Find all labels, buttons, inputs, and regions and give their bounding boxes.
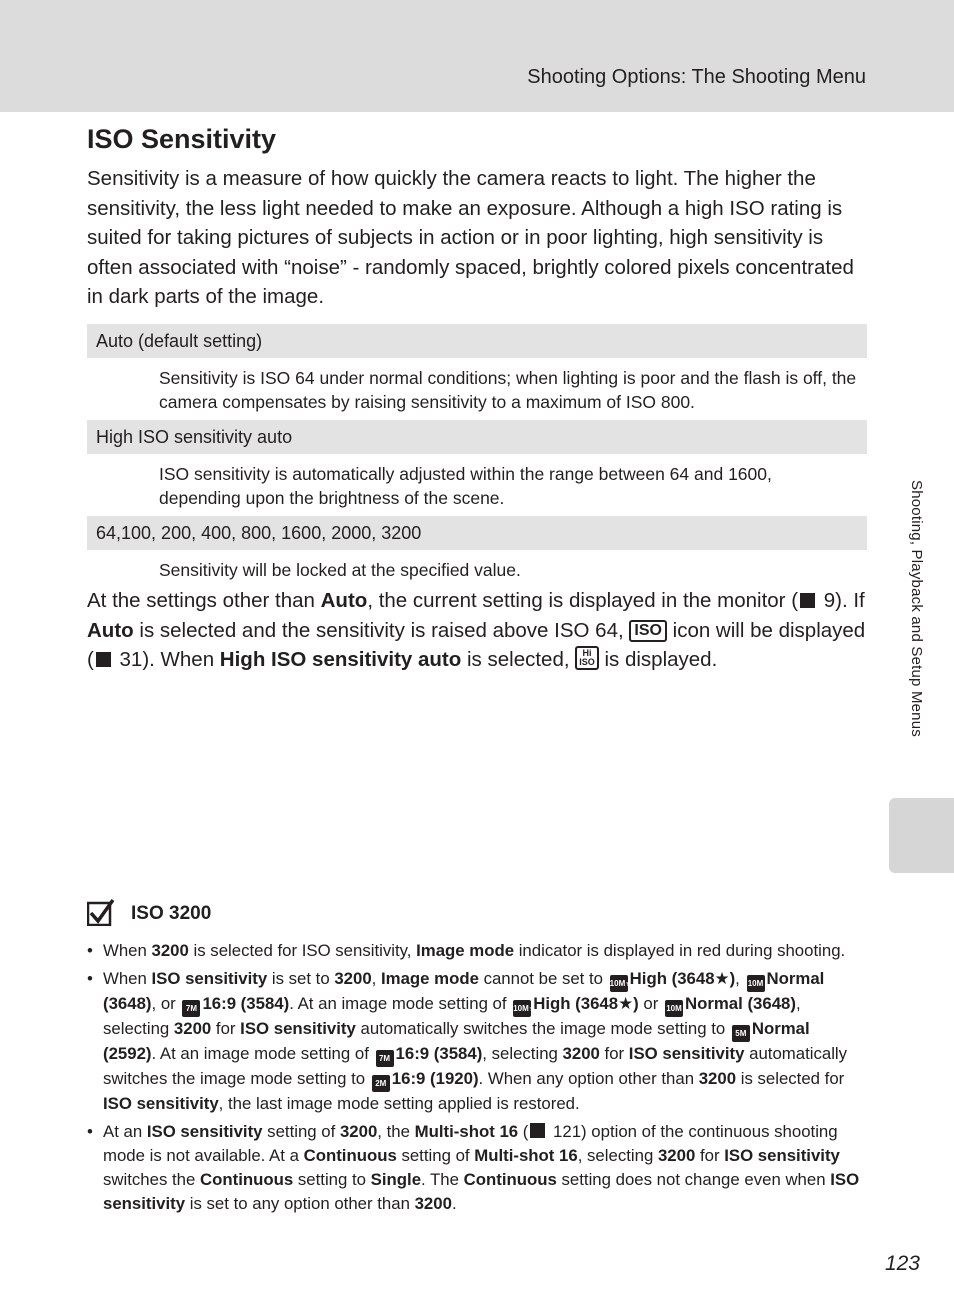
image-mode-wide-icon: 7M bbox=[182, 1000, 200, 1017]
list-item: • When ISO sensitivity is set to 3200, Image mode cannot be set to 10M★High (3648★), 10M Normal (3648), or 7M 16:9 (3584). At an image mode setting of 10M★High (3648★) or 10M Normal (3648), selecting 3200 for ISO sensitivity automatically switches the image mode setting to 5M Normal (2592). At an image mode setting of 7M 16:9 (3584), selecting 3200 for ISO sensitivity automatically switches the image mode setting to 2M 16:9 (1920). When any option other than 3200 is selected for ISO sensitivity, the last image mode setting applied is restored. bbox=[87, 967, 862, 1116]
intro-paragraph: Sensitivity is a measure of how quickly the camera reacts to light. The higher the sensitivity, the less light needed to make an exposure. Although a high ISO rating is suited for taking pictures of subjects in action or in poor lighting, high sensitivity is often associated with “noise” - randomly spaced, brightly colored pixels concentrated in dark parts of the image. bbox=[87, 167, 854, 308]
page-title: ISO Sensitivity bbox=[87, 124, 277, 154]
page-reference-icon bbox=[530, 1123, 545, 1138]
running-header: Shooting Options: The Shooting Menu bbox=[527, 66, 866, 88]
image-mode-wide2-icon: 2M bbox=[372, 1075, 390, 1092]
note-title: ISO 3200 bbox=[131, 903, 212, 924]
setting-desc-fixed-values: Sensitivity will be locked at the specified value. bbox=[159, 560, 521, 580]
header-band bbox=[0, 0, 954, 112]
settings-display-paragraph: At the settings other than Auto, the current setting is displayed in the monitor ( 9). If Auto is selected and the sensitivity is raised above ISO 64, ISO icon will be displayed ( 31). When High ISO sensitivity auto is selected, Hi ISO is displayed. bbox=[87, 589, 866, 671]
page-number: 123 bbox=[884, 1252, 920, 1275]
iso-indicator-icon: ISO bbox=[629, 620, 667, 642]
image-mode-high-icon: 10M★ bbox=[513, 1000, 531, 1017]
page-reference-icon bbox=[800, 593, 815, 608]
setting-desc-high-iso-auto: ISO sensitivity is automatically adjusted within the range between 64 and 1600, depending upon the brightness of the scene. bbox=[159, 464, 772, 508]
settings-table bbox=[87, 324, 867, 588]
checkmark-note-icon bbox=[87, 899, 114, 926]
image-mode-normal-icon: 10M bbox=[747, 975, 765, 992]
image-mode-wide-icon: 7M bbox=[376, 1050, 394, 1067]
setting-name-fixed-values: 64,100, 200, 400, 800, 1600, 2000, 3200 bbox=[87, 516, 867, 550]
list-item: • At an ISO sensitivity setting of 3200, the Multi-shot 16 ( 121) option of the continuous shooting mode is not available. At a Continuous setting of Multi-shot 16, selecting 3200 for ISO sensitivity switches the Continuous setting to Single. The Continuous setting does not change even when ISO sensitivity is set to any option other than 3200. bbox=[87, 1120, 862, 1216]
note-bullets bbox=[87, 939, 862, 1220]
setting-name-high-iso-auto: High ISO sensitivity auto bbox=[87, 420, 867, 454]
hi-iso-indicator-icon: Hi ISO bbox=[575, 646, 599, 670]
list-item: • When 3200 is selected for ISO sensitivity, Image mode indicator is displayed in red during shooting. bbox=[87, 939, 862, 963]
image-mode-high-icon: 10M★ bbox=[610, 975, 628, 992]
page-reference-icon bbox=[96, 652, 111, 667]
side-thumb-tab bbox=[889, 798, 954, 873]
setting-name-auto: Auto (default setting) bbox=[87, 324, 867, 358]
setting-desc-auto: Sensitivity is ISO 64 under normal conditions; when lighting is poor and the flash is off, the camera compensates by raising sensitivity to a maximum of ISO 800. bbox=[159, 368, 857, 412]
side-section-label: Shooting, Playback and Setup Menus bbox=[908, 480, 925, 737]
image-mode-normal-icon: 10M bbox=[665, 1000, 683, 1017]
image-mode-normal5-icon: 5M bbox=[732, 1025, 750, 1042]
